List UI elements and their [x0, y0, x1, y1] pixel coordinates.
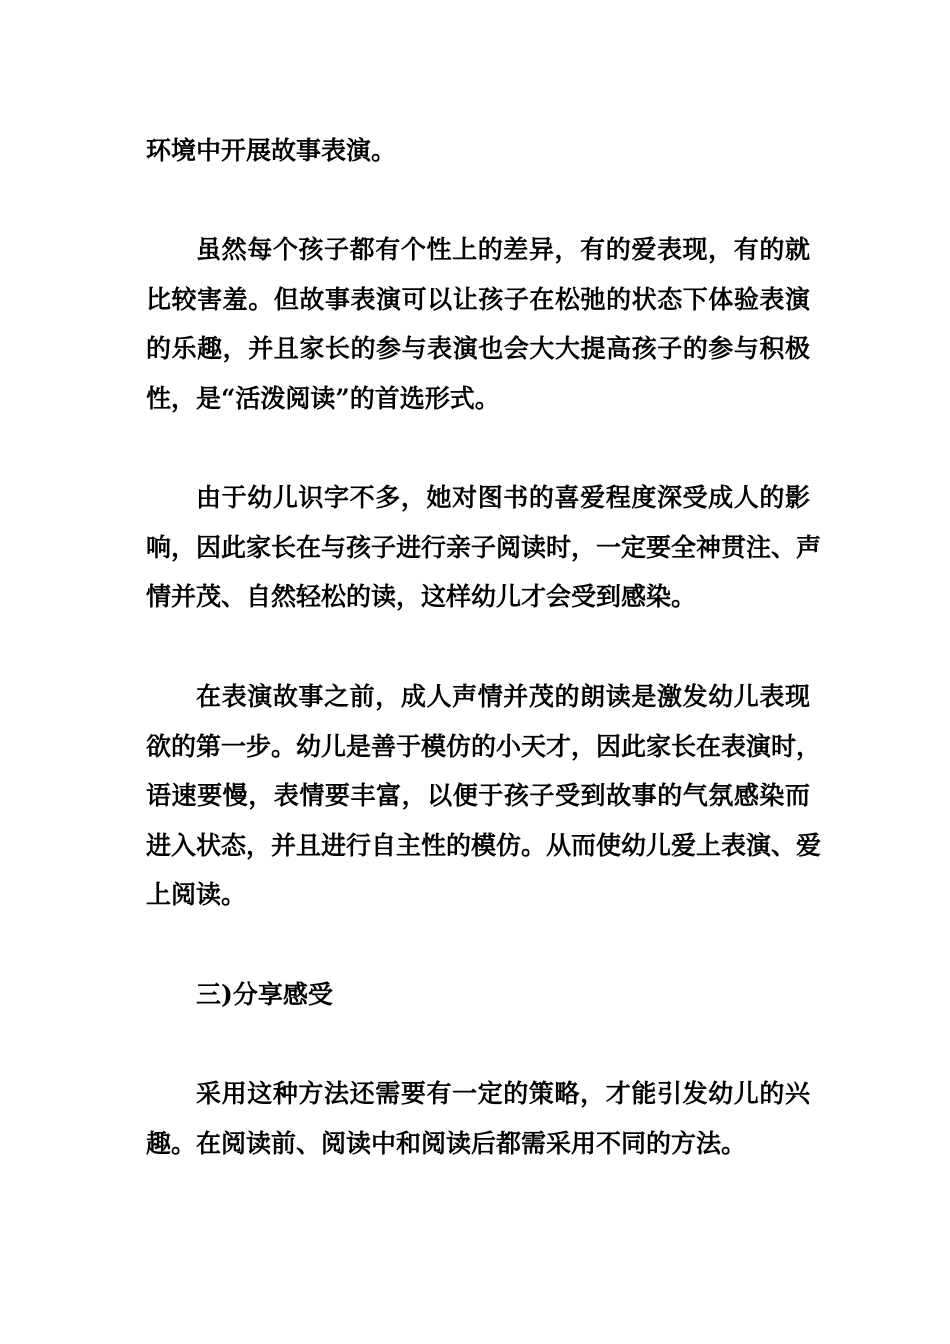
- text-line: 采用这种方法还需要有一定的策略，才能引发幼儿的兴: [196, 1079, 810, 1108]
- text-line: 环境中开展故事表演。: [146, 136, 397, 165]
- text-line: 在表演故事之前，成人声情并茂的朗读是激发幼儿表现: [196, 682, 810, 711]
- paragraph-before-performance: [146, 672, 822, 920]
- text-line: 响，因此家长在与孩子进行亲子阅读时，一定要全神贯注、声: [146, 532, 822, 562]
- text-line: 情并茂、自然轻松的读，这样幼儿才会受到感染。: [146, 582, 697, 611]
- paragraph-parent-reading: [146, 473, 822, 622]
- text-line: 比较害羞。但故事表演可以让孩子在松弛的状态下体验表演: [146, 284, 810, 314]
- text-line: 进入状态，并且进行自主性的模仿。从而使幼儿爱上表演、爱: [146, 830, 822, 860]
- section-heading: [146, 970, 810, 1020]
- text-line: 上阅读。: [146, 880, 247, 909]
- text-line: 趣。在阅读前、阅读中和阅读后都需采用不同的方法。: [146, 1128, 747, 1158]
- paragraph-story-performance: [146, 225, 810, 423]
- text-line: 由于幼儿识字不多，她对图书的喜爱程度深受成人的影: [196, 483, 810, 512]
- paragraph-strategy: [146, 1069, 810, 1168]
- text-line: 语速要慢，表情要丰富，以便于孩子受到故事的气氛感染而: [146, 781, 810, 810]
- text-line: 虽然每个孩子都有个性上的差异，有的爱表现，有的就: [196, 235, 810, 264]
- text-line: 性，是“活泼阅读”的首选形式。: [146, 383, 500, 413]
- text-line: 的乐趣，并且家长的参与表演也会大大提高孩子的参与积极: [146, 334, 810, 363]
- heading-line: 三)分享感受: [196, 980, 333, 1009]
- text-line: 欲的第一步。幼儿是善于模仿的小天才，因此家长在表演时，: [146, 731, 822, 761]
- paragraph-continuation: [146, 126, 810, 176]
